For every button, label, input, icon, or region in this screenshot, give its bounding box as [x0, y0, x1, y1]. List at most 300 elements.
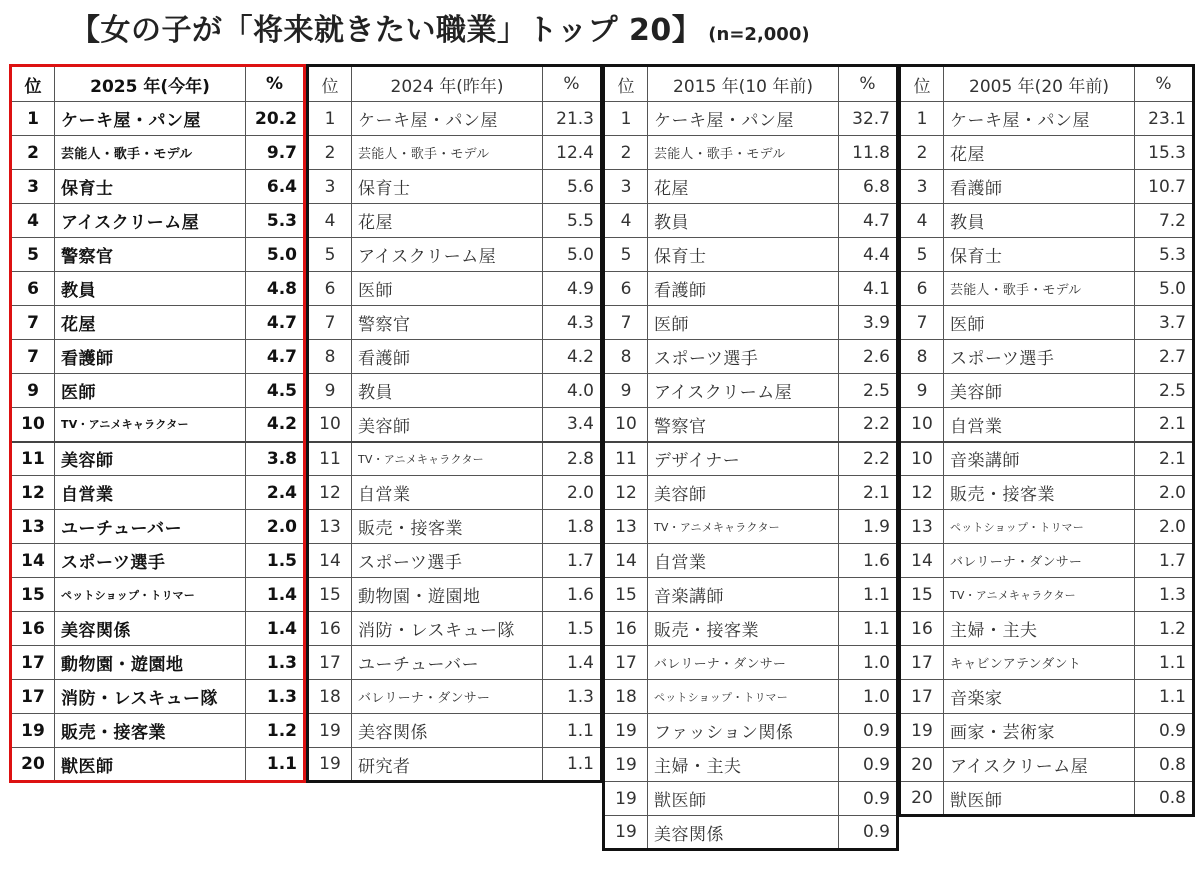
- job-cell: 教員: [55, 272, 246, 306]
- job-cell: アイスクリーム屋: [648, 374, 839, 408]
- pct-cell: 5.0: [543, 238, 602, 272]
- table-row: [308, 340, 602, 374]
- pct-cell: 2.8: [543, 442, 602, 476]
- rank-cell: 15: [604, 578, 648, 612]
- job-cell: 看護師: [55, 340, 246, 374]
- rank-cell: 6: [11, 272, 55, 306]
- pct-cell: 5.0: [1135, 272, 1194, 306]
- job-cell: スポーツ選手: [648, 340, 839, 374]
- pct-cell: 1.9: [839, 510, 898, 544]
- pct-cell: 2.0: [1135, 476, 1194, 510]
- job-cell: アイスクリーム屋: [352, 238, 543, 272]
- rank-cell: 15: [308, 578, 352, 612]
- pct-cell: 21.3: [543, 102, 602, 136]
- table-row: [604, 748, 898, 782]
- table-row: [900, 578, 1194, 612]
- table-row: [604, 612, 898, 646]
- job-cell: 教員: [648, 204, 839, 238]
- table-row: [604, 408, 898, 442]
- rank-cell: 13: [900, 510, 944, 544]
- pct-cell: 1.1: [543, 714, 602, 748]
- table-row: [308, 102, 602, 136]
- pct-cell: 2.0: [543, 476, 602, 510]
- job-cell: バレリーナ・ダンサー: [352, 680, 543, 714]
- table-row: [604, 578, 898, 612]
- table-row: [900, 476, 1194, 510]
- job-cell: 花屋: [944, 136, 1135, 170]
- pct-cell: 2.1: [839, 476, 898, 510]
- table-body: [11, 102, 305, 782]
- rank-cell: 4: [604, 204, 648, 238]
- table-row: [604, 306, 898, 340]
- pct-cell: 6.4: [246, 170, 305, 204]
- table-row: [900, 612, 1194, 646]
- rank-cell: 17: [11, 646, 55, 680]
- pct-cell: 1.7: [1135, 544, 1194, 578]
- table-row: [308, 714, 602, 748]
- table-row: [11, 170, 305, 204]
- table-row: [604, 510, 898, 544]
- pct-cell: 4.9: [543, 272, 602, 306]
- pct-cell: 2.2: [839, 442, 898, 476]
- pct-cell: 0.8: [1135, 782, 1194, 816]
- table-row: [900, 102, 1194, 136]
- pct-cell: 5.3: [1135, 238, 1194, 272]
- job-cell: TV・アニメキャラクター: [944, 578, 1135, 612]
- job-cell: 獣医師: [648, 782, 839, 816]
- pct-cell: 20.2: [246, 102, 305, 136]
- job-cell: 販売・接客業: [352, 510, 543, 544]
- pct-cell: 1.1: [543, 748, 602, 782]
- rank-cell: 20: [900, 748, 944, 782]
- table-row: [11, 578, 305, 612]
- job-cell: 花屋: [55, 306, 246, 340]
- table-row: [11, 238, 305, 272]
- pct-cell: 0.9: [1135, 714, 1194, 748]
- table-row: [308, 136, 602, 170]
- table-row: [11, 748, 305, 782]
- job-cell: 保育士: [648, 238, 839, 272]
- rank-cell: 3: [308, 170, 352, 204]
- rank-cell: 3: [11, 170, 55, 204]
- rank-cell: 16: [900, 612, 944, 646]
- rank-cell: 19: [604, 714, 648, 748]
- job-header: 2005 年(20 年前): [944, 66, 1135, 102]
- job-cell: 花屋: [352, 204, 543, 238]
- table-row: [900, 374, 1194, 408]
- rank-cell: 1: [308, 102, 352, 136]
- table-row: [308, 204, 602, 238]
- rank-cell: 13: [11, 510, 55, 544]
- pct-cell: 3.7: [1135, 306, 1194, 340]
- rank-cell: 11: [604, 442, 648, 476]
- job-cell: バレリーナ・ダンサー: [648, 646, 839, 680]
- pct-cell: 1.3: [543, 680, 602, 714]
- rank-cell: 5: [11, 238, 55, 272]
- job-cell: スポーツ選手: [944, 340, 1135, 374]
- table-row: [308, 578, 602, 612]
- table-2024: [306, 64, 603, 783]
- pct-cell: 11.8: [839, 136, 898, 170]
- rank-cell: 19: [900, 714, 944, 748]
- table-row: [900, 204, 1194, 238]
- rank-cell: 9: [900, 374, 944, 408]
- table-header-row: [604, 66, 898, 102]
- rank-cell: 6: [900, 272, 944, 306]
- table-row: [11, 136, 305, 170]
- pct-cell: 1.1: [246, 748, 305, 782]
- rank-cell: 7: [11, 306, 55, 340]
- rank-cell: 8: [900, 340, 944, 374]
- table-row: [604, 238, 898, 272]
- pct-cell: 5.5: [543, 204, 602, 238]
- rank-cell: 7: [11, 340, 55, 374]
- table-row: [11, 544, 305, 578]
- job-cell: 消防・レスキュー隊: [55, 680, 246, 714]
- rank-cell: 14: [11, 544, 55, 578]
- pct-cell: 0.9: [839, 748, 898, 782]
- table-row: [308, 612, 602, 646]
- rank-cell: 18: [308, 680, 352, 714]
- table-row: [11, 272, 305, 306]
- sample-size-note: (n=2,000): [708, 24, 810, 45]
- table-row: [604, 102, 898, 136]
- rank-cell: 13: [604, 510, 648, 544]
- table-row: [308, 680, 602, 714]
- rank-cell: 20: [11, 748, 55, 782]
- job-cell: 自営業: [648, 544, 839, 578]
- job-cell: 自営業: [55, 476, 246, 510]
- rank-cell: 12: [11, 476, 55, 510]
- job-cell: 動物園・遊園地: [55, 646, 246, 680]
- rank-cell: 19: [604, 782, 648, 816]
- rank-cell: 10: [900, 442, 944, 476]
- table-row: [11, 102, 305, 136]
- pct-cell: 4.4: [839, 238, 898, 272]
- pct-cell: 1.1: [1135, 646, 1194, 680]
- job-cell: 保育士: [352, 170, 543, 204]
- pct-cell: 5.6: [543, 170, 602, 204]
- job-cell: 美容師: [944, 374, 1135, 408]
- pct-cell: 1.4: [246, 578, 305, 612]
- job-cell: 美容関係: [648, 816, 839, 850]
- table-header-row: [11, 66, 305, 102]
- rank-cell: 4: [900, 204, 944, 238]
- pct-cell: 9.7: [246, 136, 305, 170]
- table-row: [900, 646, 1194, 680]
- rank-cell: 10: [604, 408, 648, 442]
- rank-cell: 10: [308, 408, 352, 442]
- rank-cell: 16: [604, 612, 648, 646]
- pct-cell: 32.7: [839, 102, 898, 136]
- table-row: [308, 748, 602, 782]
- rank-header: 位: [11, 66, 55, 102]
- job-cell: 獣医師: [944, 782, 1135, 816]
- pct-cell: 1.1: [839, 612, 898, 646]
- rank-cell: 17: [11, 680, 55, 714]
- pct-cell: 1.0: [839, 646, 898, 680]
- pct-cell: 2.0: [246, 510, 305, 544]
- table-row: [308, 170, 602, 204]
- table-2005: [898, 64, 1195, 817]
- pct-cell: 1.4: [246, 612, 305, 646]
- pct-header: %: [246, 66, 305, 102]
- rank-cell: 4: [11, 204, 55, 238]
- job-cell: アイスクリーム屋: [944, 748, 1135, 782]
- job-cell: 音楽講師: [944, 442, 1135, 476]
- job-cell: ケーキ屋・パン屋: [352, 102, 543, 136]
- job-cell: ケーキ屋・パン屋: [55, 102, 246, 136]
- table-row: [11, 340, 305, 374]
- job-header: 2025 年(今年): [55, 66, 246, 102]
- rank-cell: 17: [900, 646, 944, 680]
- job-cell: 音楽家: [944, 680, 1135, 714]
- table-row: [900, 136, 1194, 170]
- rank-cell: 17: [604, 646, 648, 680]
- table-row: [308, 442, 602, 476]
- pct-cell: 2.4: [246, 476, 305, 510]
- table-row: [308, 476, 602, 510]
- pct-cell: 2.1: [1135, 408, 1194, 442]
- pct-cell: 3.8: [246, 442, 305, 476]
- pct-cell: 2.1: [1135, 442, 1194, 476]
- pct-cell: 1.6: [543, 578, 602, 612]
- table-row: [11, 510, 305, 544]
- rank-cell: 14: [308, 544, 352, 578]
- pct-cell: 4.8: [246, 272, 305, 306]
- table-row: [11, 306, 305, 340]
- job-cell: ペットショップ・トリマー: [55, 578, 246, 612]
- table-row: [308, 408, 602, 442]
- pct-cell: 2.2: [839, 408, 898, 442]
- job-cell: 花屋: [648, 170, 839, 204]
- job-cell: 画家・芸術家: [944, 714, 1135, 748]
- job-cell: 音楽講師: [648, 578, 839, 612]
- rank-cell: 16: [11, 612, 55, 646]
- table-row: [11, 646, 305, 680]
- table-row: [900, 238, 1194, 272]
- pct-cell: 2.0: [1135, 510, 1194, 544]
- rank-cell: 11: [308, 442, 352, 476]
- table-header-row: [900, 66, 1194, 102]
- table-row: [11, 442, 305, 476]
- table-row: [308, 306, 602, 340]
- pct-cell: 2.5: [1135, 374, 1194, 408]
- pct-cell: 4.7: [839, 204, 898, 238]
- rank-cell: 7: [900, 306, 944, 340]
- pct-cell: 5.0: [246, 238, 305, 272]
- table-row: [900, 544, 1194, 578]
- pct-cell: 4.2: [246, 408, 305, 442]
- table-row: [604, 680, 898, 714]
- job-cell: 美容師: [648, 476, 839, 510]
- job-cell: スポーツ選手: [352, 544, 543, 578]
- job-cell: ケーキ屋・パン屋: [648, 102, 839, 136]
- pct-cell: 12.4: [543, 136, 602, 170]
- table-row: [308, 544, 602, 578]
- rank-cell: 2: [900, 136, 944, 170]
- job-cell: 医師: [55, 374, 246, 408]
- rank-cell: 5: [900, 238, 944, 272]
- table-row: [900, 306, 1194, 340]
- rank-cell: 12: [308, 476, 352, 510]
- job-header: 2015 年(10 年前): [648, 66, 839, 102]
- pct-cell: 4.1: [839, 272, 898, 306]
- table-row: [604, 272, 898, 306]
- job-cell: バレリーナ・ダンサー: [944, 544, 1135, 578]
- pct-cell: 3.9: [839, 306, 898, 340]
- rank-cell: 10: [11, 408, 55, 442]
- rank-cell: 11: [11, 442, 55, 476]
- rank-header: 位: [308, 66, 352, 102]
- job-cell: 医師: [944, 306, 1135, 340]
- table-row: [604, 170, 898, 204]
- pct-cell: 1.5: [246, 544, 305, 578]
- rank-cell: 7: [308, 306, 352, 340]
- rank-cell: 19: [308, 714, 352, 748]
- table-row: [308, 646, 602, 680]
- job-cell: ケーキ屋・パン屋: [944, 102, 1135, 136]
- job-cell: 美容関係: [55, 612, 246, 646]
- rank-cell: 9: [11, 374, 55, 408]
- job-cell: 教員: [944, 204, 1135, 238]
- rank-cell: 3: [900, 170, 944, 204]
- pct-cell: 0.9: [839, 816, 898, 850]
- pct-cell: 0.9: [839, 714, 898, 748]
- rank-cell: 2: [11, 136, 55, 170]
- pct-cell: 4.5: [246, 374, 305, 408]
- job-cell: 自営業: [352, 476, 543, 510]
- table-row: [900, 340, 1194, 374]
- rank-cell: 6: [308, 272, 352, 306]
- pct-cell: 6.8: [839, 170, 898, 204]
- table-row: [900, 748, 1194, 782]
- rank-cell: 19: [604, 816, 648, 850]
- job-cell: 消防・レスキュー隊: [352, 612, 543, 646]
- job-header: 2024 年(昨年): [352, 66, 543, 102]
- job-cell: 主婦・主夫: [648, 748, 839, 782]
- rank-cell: 3: [604, 170, 648, 204]
- job-cell: アイスクリーム屋: [55, 204, 246, 238]
- pct-cell: 0.9: [839, 782, 898, 816]
- table-row: [11, 374, 305, 408]
- table-row: [604, 714, 898, 748]
- job-cell: 動物園・遊園地: [352, 578, 543, 612]
- rank-cell: 7: [604, 306, 648, 340]
- job-cell: 主婦・主夫: [944, 612, 1135, 646]
- table-row: [604, 544, 898, 578]
- pct-cell: 1.4: [543, 646, 602, 680]
- table-row: [900, 408, 1194, 442]
- pct-cell: 2.5: [839, 374, 898, 408]
- job-cell: 医師: [352, 272, 543, 306]
- table-row: [900, 510, 1194, 544]
- job-cell: 販売・接客業: [55, 714, 246, 748]
- rank-cell: 8: [308, 340, 352, 374]
- table-row: [11, 680, 305, 714]
- title-text: 【女の子が「将来就きたい職業」トップ 20】: [70, 13, 703, 48]
- rank-cell: 19: [604, 748, 648, 782]
- rank-cell: 15: [900, 578, 944, 612]
- pct-cell: 1.5: [543, 612, 602, 646]
- table-row: [604, 204, 898, 238]
- job-cell: 美容師: [352, 408, 543, 442]
- pct-header: %: [543, 66, 602, 102]
- job-cell: TV・アニメキャラクター: [55, 408, 246, 442]
- table-row: [11, 408, 305, 442]
- job-cell: 医師: [648, 306, 839, 340]
- table-row: [11, 714, 305, 748]
- table-row: [11, 612, 305, 646]
- rank-cell: 9: [604, 374, 648, 408]
- job-cell: 販売・接客業: [648, 612, 839, 646]
- pct-cell: 1.7: [543, 544, 602, 578]
- job-cell: 美容関係: [352, 714, 543, 748]
- pct-cell: 15.3: [1135, 136, 1194, 170]
- rank-cell: 19: [308, 748, 352, 782]
- rank-cell: 17: [308, 646, 352, 680]
- rank-cell: 2: [604, 136, 648, 170]
- pct-cell: 7.2: [1135, 204, 1194, 238]
- job-cell: 自営業: [944, 408, 1135, 442]
- job-cell: 警察官: [648, 408, 839, 442]
- pct-header: %: [1135, 66, 1194, 102]
- job-cell: TV・アニメキャラクター: [352, 442, 543, 476]
- rank-cell: 1: [604, 102, 648, 136]
- table-row: [900, 714, 1194, 748]
- job-cell: 獣医師: [55, 748, 246, 782]
- rank-cell: 5: [604, 238, 648, 272]
- rank-cell: 14: [604, 544, 648, 578]
- rank-cell: 17: [900, 680, 944, 714]
- pct-cell: 1.2: [246, 714, 305, 748]
- job-cell: スポーツ選手: [55, 544, 246, 578]
- rank-cell: 12: [900, 476, 944, 510]
- job-cell: 看護師: [648, 272, 839, 306]
- job-cell: TV・アニメキャラクター: [648, 510, 839, 544]
- job-cell: ペットショップ・トリマー: [648, 680, 839, 714]
- table-header-row: [308, 66, 602, 102]
- rank-cell: 16: [308, 612, 352, 646]
- rank-header: 位: [900, 66, 944, 102]
- pct-cell: 1.8: [543, 510, 602, 544]
- pct-cell: 1.2: [1135, 612, 1194, 646]
- rank-header: 位: [604, 66, 648, 102]
- pct-cell: 2.7: [1135, 340, 1194, 374]
- table-row: [900, 442, 1194, 476]
- rank-cell: 6: [604, 272, 648, 306]
- table-row: [604, 136, 898, 170]
- pct-header: %: [839, 66, 898, 102]
- job-cell: 教員: [352, 374, 543, 408]
- rank-cell: 8: [604, 340, 648, 374]
- table-row: [308, 510, 602, 544]
- table-row: [11, 476, 305, 510]
- rank-cell: 15: [11, 578, 55, 612]
- rank-cell: 1: [11, 102, 55, 136]
- table-2025: [9, 64, 306, 783]
- rank-cell: 2: [308, 136, 352, 170]
- pct-cell: 1.3: [246, 680, 305, 714]
- pct-cell: 5.3: [246, 204, 305, 238]
- job-cell: ファッション関係: [648, 714, 839, 748]
- table-row: [900, 782, 1194, 816]
- pct-cell: 1.3: [1135, 578, 1194, 612]
- pct-cell: 4.7: [246, 340, 305, 374]
- pct-cell: 1.1: [839, 578, 898, 612]
- rank-cell: 20: [900, 782, 944, 816]
- pct-cell: 2.6: [839, 340, 898, 374]
